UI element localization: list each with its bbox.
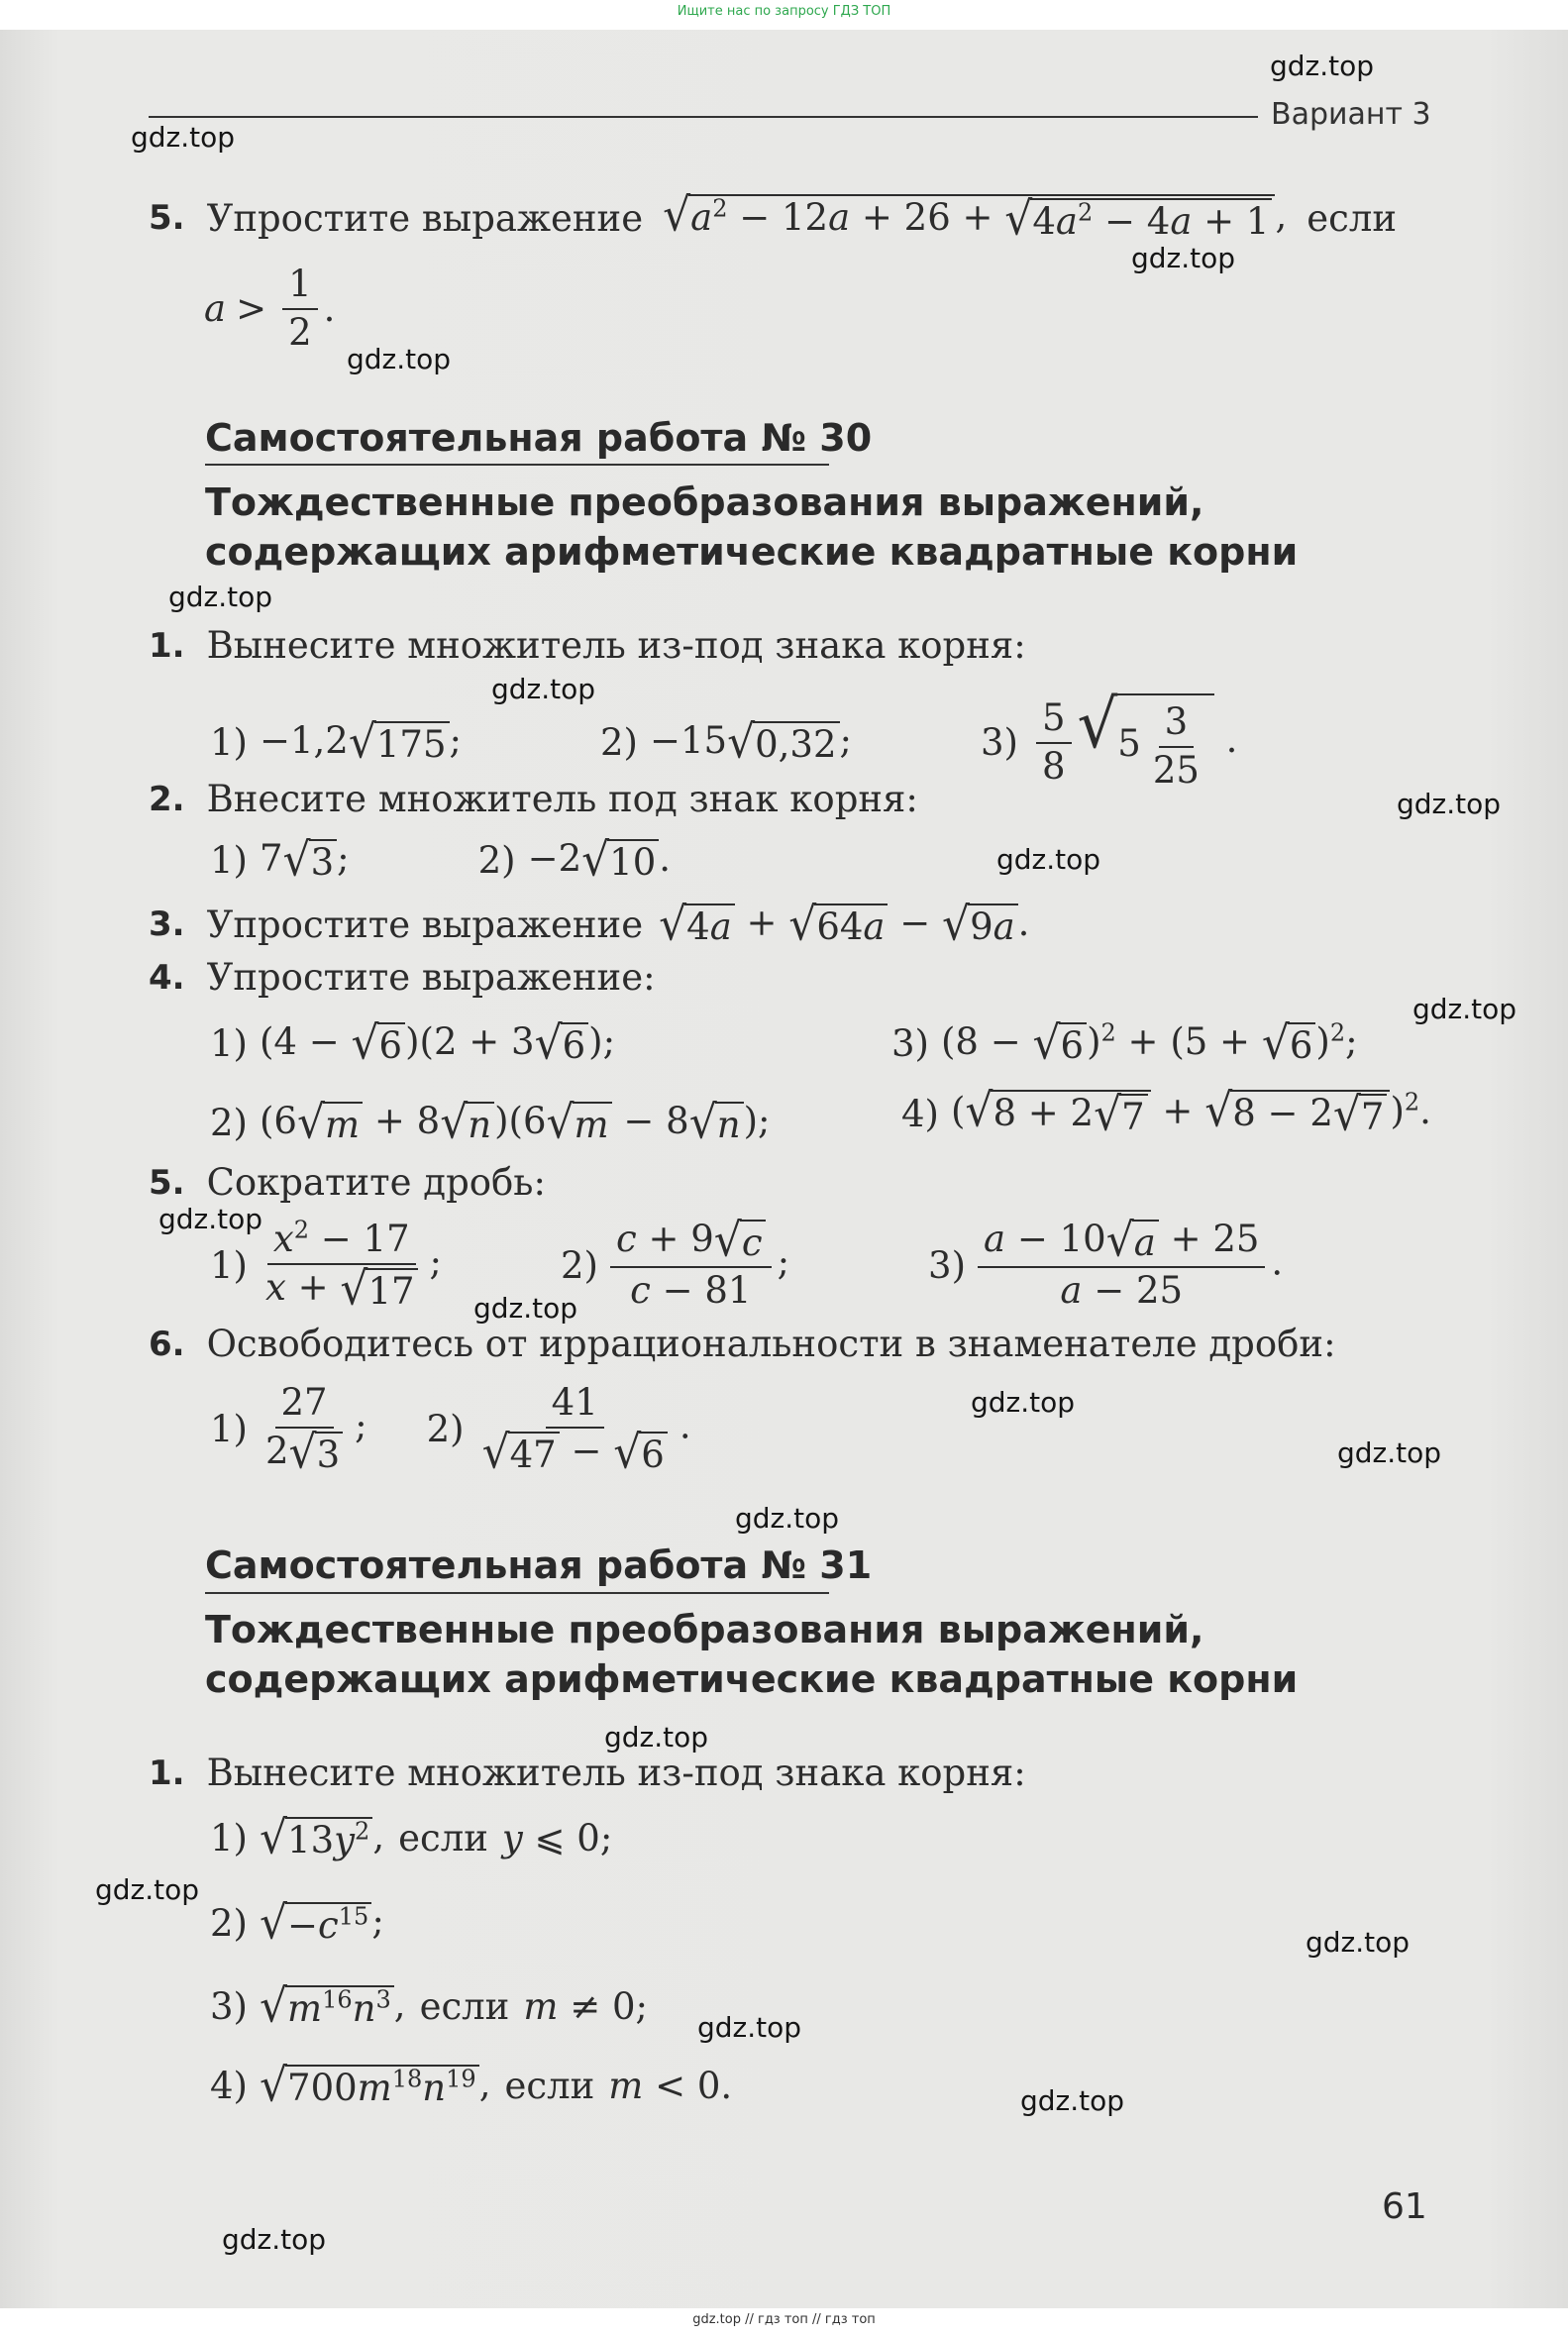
task-2-items bbox=[210, 833, 672, 888]
math-expression: √ $a^2 - 12a + 26$ + √ $4a^2 - 4a + 1$ , bbox=[663, 188, 1288, 247]
section-title: Самостоятельная работа № 30 bbox=[205, 416, 873, 460]
task-4 bbox=[149, 956, 656, 999]
watermark: gdz.top bbox=[168, 581, 273, 613]
task-number: 5. bbox=[149, 198, 185, 239]
section-subtitle bbox=[205, 1605, 1298, 1704]
task-5 bbox=[149, 1161, 546, 1204]
subtitle-line: содержащих арифметические квадратные корни bbox=[205, 1657, 1299, 1701]
bottom-banner[interactable]: gdz.top // гдз топ // гдз топ bbox=[692, 2312, 876, 2327]
math-expression: (4 − √ 6 )(2 + 3 √ 6 ); bbox=[259, 1016, 616, 1071]
task-text: Внесите множитель под знак корня: bbox=[206, 778, 918, 820]
task-text: Упростите выражение bbox=[206, 196, 644, 240]
task-4-item-2 bbox=[210, 1096, 771, 1150]
item-label: 2) bbox=[210, 1901, 248, 1945]
task-5-prev-condition: a > $\frac{1}{2}$ . bbox=[204, 263, 336, 354]
page-number: 61 bbox=[1382, 2186, 1427, 2227]
watermark: gdz.top bbox=[604, 1721, 709, 1754]
subtitle-line: содержащих арифметические квадратные корни bbox=[205, 530, 1299, 574]
item-label: 4) bbox=[901, 1092, 939, 1135]
item-label: 2) bbox=[426, 1407, 465, 1450]
item-label: 2) bbox=[210, 1101, 248, 1144]
variable: a bbox=[204, 287, 227, 331]
math-expression: −15 √ 0,32 ; bbox=[649, 715, 852, 770]
task-4-item-3 bbox=[891, 1016, 1358, 1071]
math-expression: (8 − √ 6 )$^2$ + (5 + √ 6 )$^2$; bbox=[940, 1016, 1358, 1071]
watermark: gdz.top bbox=[473, 1292, 578, 1325]
task-5-prev bbox=[149, 188, 1398, 247]
watermark: gdz.top bbox=[735, 1502, 840, 1535]
task-text: Упростите выражение bbox=[206, 903, 644, 946]
task-text: Сократите дробь: bbox=[206, 1161, 546, 1204]
task-text: Упростите выражение: bbox=[206, 956, 656, 999]
task-4-item-1 bbox=[210, 1016, 616, 1071]
task-1 bbox=[149, 624, 1026, 667]
math-expression: √ $-c^{15}$ ; bbox=[259, 1896, 384, 1951]
task-number: 2. bbox=[149, 779, 185, 819]
math-expression: (6 √ m + 8 √ n )(6 √ m − 8 √ n ); bbox=[259, 1096, 771, 1150]
task-1-item-3 bbox=[210, 1979, 648, 2034]
watermark: gdz.top bbox=[95, 1873, 200, 1906]
item-label: 1) bbox=[210, 721, 248, 765]
fraction-numerator: 1 bbox=[282, 264, 318, 310]
math-expression: a − 10 √ a + 25 a − 25 . bbox=[972, 1219, 1283, 1312]
watermark: gdz.top bbox=[1270, 50, 1375, 82]
math-expression: $\frac{5}{8}$ √ 5 $\frac{3}{25}$ . bbox=[1030, 693, 1238, 792]
task-6 bbox=[149, 1323, 1336, 1365]
item-label: 3) bbox=[980, 721, 1018, 765]
watermark: gdz.top bbox=[971, 1386, 1076, 1419]
header-rule bbox=[149, 116, 1258, 118]
section-title: Самостоятельная работа № 31 bbox=[205, 1543, 873, 1587]
section-subtitle bbox=[205, 478, 1298, 577]
math-expression: c + 9 √ c c − 81 ; bbox=[604, 1219, 789, 1312]
watermark: gdz.top bbox=[1397, 788, 1502, 820]
condition-word: если bbox=[398, 1816, 488, 1860]
math-expression: ( √ 8 + 2 √ 7 + √ 8 − 2 √ 7 )$^2$. bbox=[950, 1084, 1431, 1142]
task-number: 3. bbox=[149, 904, 185, 945]
watermark: gdz.top bbox=[222, 2223, 327, 2256]
math-expression: −1,2 √ 175 ; bbox=[259, 715, 462, 770]
task-number: 5. bbox=[149, 1162, 185, 1203]
task-1 bbox=[149, 1752, 1026, 1794]
condition-word: если bbox=[419, 1984, 510, 2028]
task-4-item-4 bbox=[901, 1084, 1431, 1142]
item-label: 4) bbox=[210, 2064, 248, 2107]
item-label: 1) bbox=[210, 1816, 248, 1860]
item-label: 3) bbox=[891, 1021, 929, 1065]
task-3 bbox=[149, 898, 1030, 952]
watermark: gdz.top bbox=[1412, 993, 1517, 1025]
math-expression: 41 √ 47 − √ 6 . bbox=[481, 1381, 691, 1479]
watermark: gdz.top bbox=[347, 343, 452, 375]
watermark: gdz.top bbox=[1306, 1926, 1411, 1959]
math-expression: 27 2 √ 3 ; bbox=[264, 1381, 367, 1479]
task-number: 6. bbox=[149, 1324, 185, 1364]
task-text: Вынесите множитель из-под знака корня: bbox=[206, 1752, 1026, 1794]
watermark: gdz.top bbox=[158, 1203, 263, 1235]
item-label: 2) bbox=[599, 721, 638, 765]
subtitle-line: Тождественные преобразования выражений, bbox=[205, 1608, 1204, 1651]
watermark: gdz.top bbox=[1131, 242, 1236, 274]
item-label: 2) bbox=[561, 1243, 598, 1287]
watermark: gdz.top bbox=[996, 843, 1101, 876]
item-label: 2) bbox=[477, 838, 516, 882]
math-expression: y ⩽ 0; bbox=[501, 1816, 613, 1860]
math-expression: −2 √ 10 . bbox=[527, 833, 672, 888]
task-6-items bbox=[210, 1381, 691, 1479]
task-number: 4. bbox=[149, 957, 185, 998]
condition-word: если bbox=[504, 2064, 595, 2107]
fraction-denominator: 2 bbox=[288, 310, 312, 354]
variant-label: Вариант 3 bbox=[1271, 97, 1431, 132]
item-label: 3) bbox=[210, 1984, 248, 2028]
section-rule bbox=[205, 464, 829, 466]
math-expression: √ $m^{16}n^3$ , bbox=[259, 1979, 406, 2034]
math-expression: 7 √ 3 ; bbox=[259, 833, 350, 888]
watermark: gdz.top bbox=[1020, 2084, 1125, 2117]
watermark: gdz.top bbox=[131, 121, 236, 154]
subtitle-line: Тождественные преобразования выражений, bbox=[205, 480, 1204, 524]
watermark: gdz.top bbox=[1337, 1436, 1442, 1469]
section-rule bbox=[205, 1592, 829, 1594]
task-number: 1. bbox=[149, 1753, 185, 1793]
condition-word: если bbox=[1307, 196, 1398, 240]
math-expression: m < 0. bbox=[608, 2064, 733, 2107]
top-banner[interactable]: Ищите нас по запросу ГДЗ ТОП bbox=[677, 4, 891, 19]
item-label: 1) bbox=[210, 1243, 248, 1287]
item-label: 3) bbox=[928, 1243, 967, 1287]
math-expression: m ≠ 0; bbox=[523, 1984, 648, 2028]
task-1-item-4 bbox=[210, 2059, 733, 2113]
task-5-items bbox=[210, 1214, 1284, 1316]
item-label: 1) bbox=[210, 1021, 248, 1065]
watermark: gdz.top bbox=[697, 2011, 802, 2044]
math-expression: √ $13y^2$ , bbox=[259, 1811, 385, 1865]
math-expression: √ $700m^{18}n^{19}$ , bbox=[259, 2059, 491, 2113]
item-label: 1) bbox=[210, 1407, 248, 1450]
math-expression: $x^2 - 17$ x + √ 17 ; bbox=[264, 1216, 442, 1316]
task-number: 1. bbox=[149, 625, 185, 666]
math-expression: √ 4a + √ 64a − √ 9a . bbox=[659, 898, 1030, 952]
task-1-item-2 bbox=[210, 1896, 384, 1951]
task-text: Освободитесь от иррациональности в знаменателе дроби: bbox=[206, 1323, 1336, 1365]
task-text: Вынесите множитель из-под знака корня: bbox=[206, 624, 1026, 667]
task-1-item-1 bbox=[210, 1811, 613, 1865]
task-2 bbox=[149, 778, 918, 820]
watermark: gdz.top bbox=[491, 673, 596, 705]
item-label: 1) bbox=[210, 838, 248, 882]
